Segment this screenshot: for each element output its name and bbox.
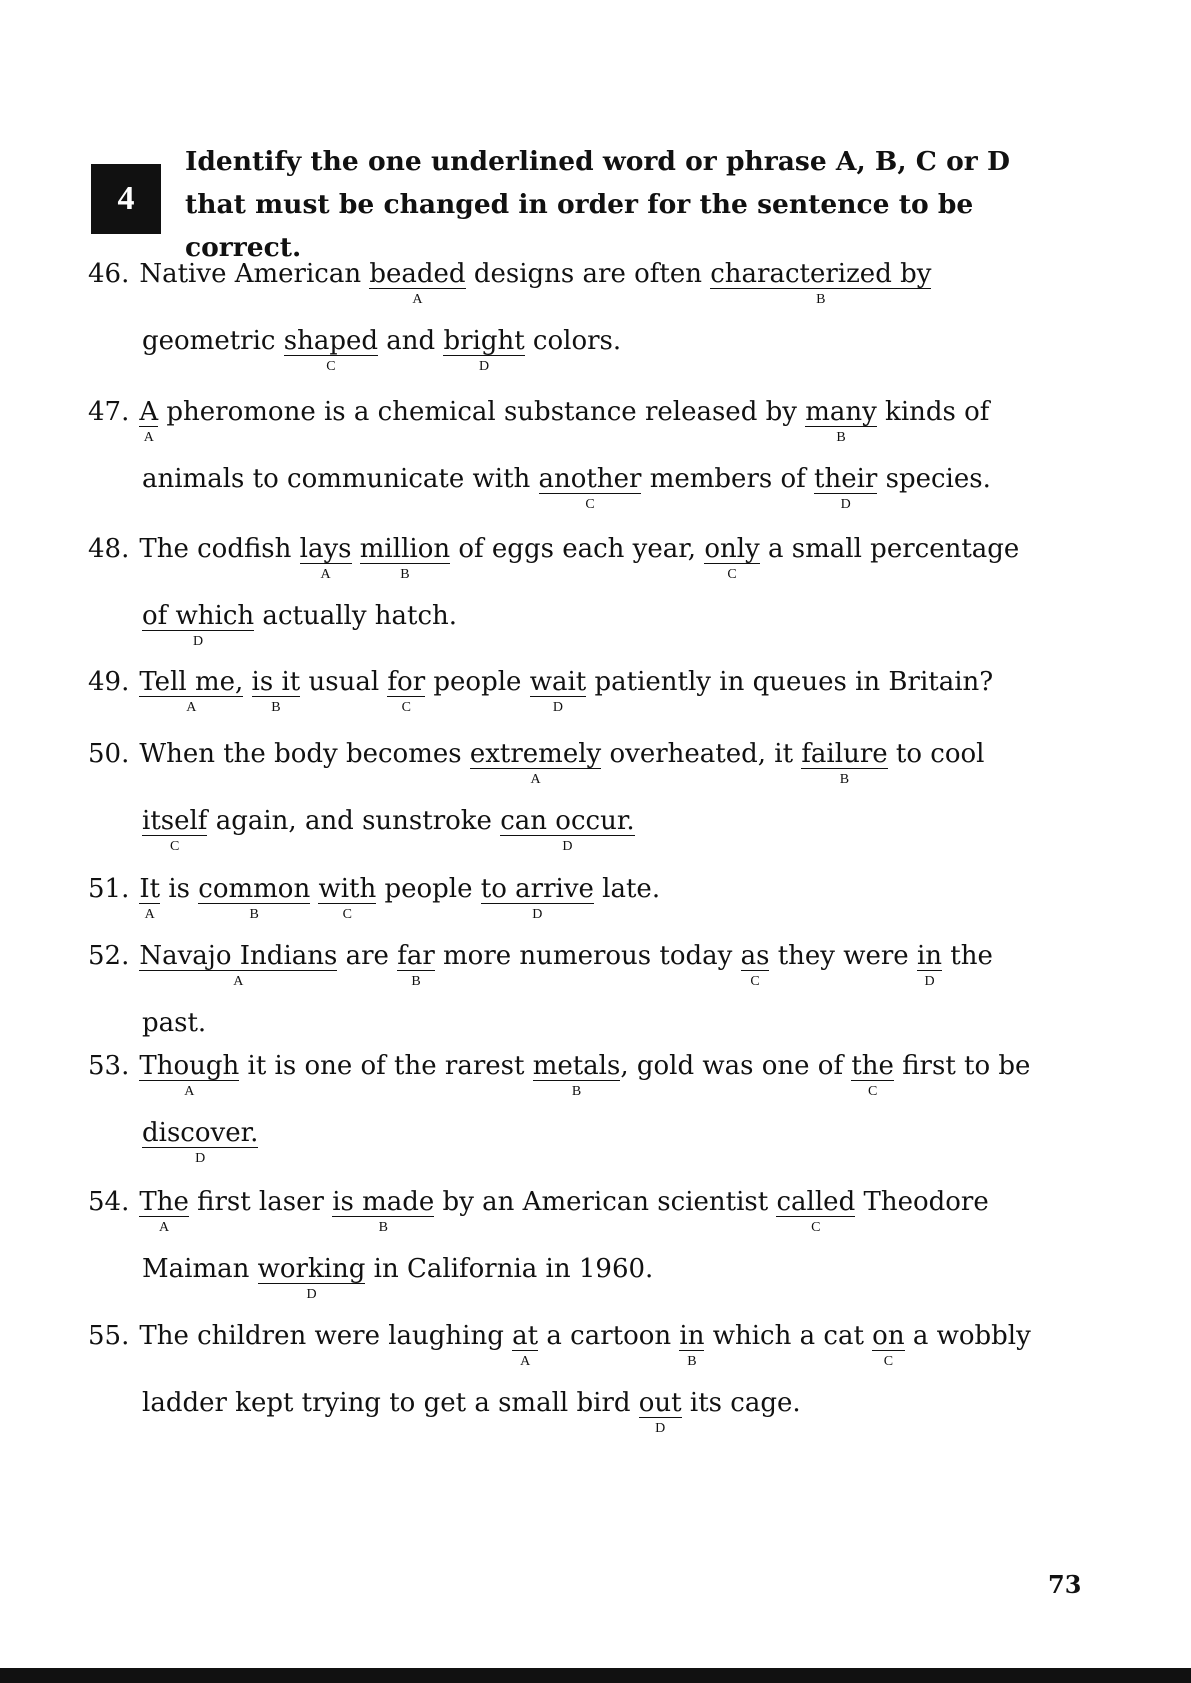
option-letter: D xyxy=(562,839,573,854)
underlined-phrase: of which xyxy=(142,601,255,631)
question-line xyxy=(88,396,990,445)
underlined-phrase: discover. xyxy=(142,1118,259,1148)
option-c xyxy=(387,667,426,715)
underlined-phrase: metals xyxy=(532,1051,621,1081)
option-letter: B xyxy=(400,567,410,582)
sentence-text xyxy=(243,667,251,697)
sentence-text: people xyxy=(425,667,530,697)
underlined-phrase: can occur. xyxy=(500,806,635,836)
underlined-phrase: far xyxy=(397,941,435,971)
underlined-phrase: their xyxy=(814,464,878,494)
sentence-text: are xyxy=(337,941,398,971)
question-line xyxy=(88,1050,1031,1099)
underlined-phrase: Though xyxy=(139,1051,240,1081)
question-line xyxy=(88,258,932,307)
sentence-text: a cartoon xyxy=(538,1321,680,1351)
option-letter: B xyxy=(378,1220,388,1235)
option-letter: C xyxy=(342,907,352,922)
option-b xyxy=(679,1321,705,1369)
sentence-text: past. xyxy=(142,1008,207,1038)
option-b xyxy=(397,941,435,989)
underlined-phrase: shaped xyxy=(283,326,379,356)
option-a xyxy=(469,739,602,787)
sentence-text: and xyxy=(378,326,444,356)
option-letter: D xyxy=(195,1151,206,1166)
question-number: 54. xyxy=(88,1187,130,1217)
sentence-text: pheromone is a chemical substance released by xyxy=(158,397,806,427)
underlined-phrase: million xyxy=(359,534,451,564)
option-d xyxy=(257,1254,366,1302)
question-line xyxy=(88,533,1020,582)
option-a xyxy=(139,941,338,989)
option-letter: B xyxy=(816,292,826,307)
underlined-phrase: the xyxy=(851,1051,894,1081)
sentence-text: designs are often xyxy=(465,259,711,289)
question-number: 53. xyxy=(88,1051,130,1081)
question-line xyxy=(88,940,993,989)
option-b xyxy=(359,534,451,582)
option-b xyxy=(332,1187,435,1235)
option-d xyxy=(916,941,943,989)
option-letter: D xyxy=(532,907,543,922)
underlined-phrase: with xyxy=(318,874,377,904)
sentence-text: the xyxy=(942,941,993,971)
underlined-phrase: working xyxy=(257,1254,366,1284)
sentence-text: they were xyxy=(769,941,917,971)
question-line xyxy=(142,805,635,854)
option-a xyxy=(139,1187,189,1235)
sentence-text: ladder kept trying to get a small bird xyxy=(142,1388,639,1418)
question-line xyxy=(88,873,661,922)
underlined-phrase: is made xyxy=(332,1187,435,1217)
option-letter: C xyxy=(883,1354,894,1369)
option-letter: B xyxy=(571,1084,582,1099)
question-line xyxy=(142,463,991,512)
underlined-phrase: in xyxy=(679,1321,705,1351)
underlined-phrase: at xyxy=(512,1321,539,1351)
question-line xyxy=(142,1117,259,1166)
sentence-text: is xyxy=(160,874,199,904)
option-b xyxy=(532,1051,621,1099)
sentence-text: a small percentage xyxy=(759,534,1020,564)
underlined-phrase: is it xyxy=(251,667,301,697)
option-letter: B xyxy=(271,700,281,715)
sentence-text: late. xyxy=(593,874,661,904)
option-d xyxy=(142,1118,259,1166)
question-line xyxy=(88,666,994,715)
option-letter: C xyxy=(170,839,180,854)
option-letter: C xyxy=(727,567,737,582)
question-line xyxy=(142,1253,654,1302)
underlined-phrase: another xyxy=(538,464,642,494)
underlined-phrase: Tell me, xyxy=(139,667,244,697)
option-d xyxy=(142,601,255,649)
option-letter: D xyxy=(478,359,490,374)
option-letter: C xyxy=(326,359,336,374)
sentence-text: it is one of the rarest xyxy=(239,1051,533,1081)
section-header xyxy=(91,140,1081,263)
option-d xyxy=(443,326,525,374)
option-d xyxy=(638,1388,682,1436)
option-letter: B xyxy=(411,974,421,989)
option-letter: A xyxy=(530,772,541,787)
sentence-text: in California in 1960. xyxy=(365,1254,654,1284)
option-d xyxy=(529,667,587,715)
option-letter: A xyxy=(143,430,154,445)
sentence-text: its cage. xyxy=(681,1388,801,1418)
option-a xyxy=(512,1321,539,1369)
question-line xyxy=(142,1007,206,1039)
question-number: 47. xyxy=(88,397,130,427)
option-a xyxy=(139,667,244,715)
underlined-phrase: in xyxy=(916,941,943,971)
sentence-text: first laser xyxy=(188,1187,333,1217)
option-c xyxy=(142,806,208,854)
underlined-phrase: It xyxy=(139,874,161,904)
sentence-text: patiently in queues in Britain? xyxy=(586,667,994,697)
underlined-phrase: common xyxy=(198,874,311,904)
bottom-edge-bar xyxy=(0,1668,1191,1683)
sentence-text: usual xyxy=(300,667,388,697)
option-d xyxy=(814,464,878,512)
underlined-phrase: out xyxy=(638,1388,682,1418)
option-letter: D xyxy=(306,1287,317,1302)
question-number: 50. xyxy=(88,739,130,769)
sentence-text: colors. xyxy=(524,326,622,356)
sentence-text: Maiman xyxy=(142,1254,258,1284)
option-letter: D xyxy=(655,1421,666,1436)
option-c xyxy=(318,874,377,922)
option-b xyxy=(801,739,888,787)
option-c xyxy=(740,941,770,989)
question-number: 55. xyxy=(88,1321,130,1351)
sentence-text: more numerous today xyxy=(434,941,741,971)
option-letter: A xyxy=(186,700,197,715)
sentence-text: again, and sunstroke xyxy=(207,806,501,836)
sentence-text: overheated, it xyxy=(601,739,802,769)
option-letter: D xyxy=(193,634,204,649)
option-a xyxy=(369,259,466,307)
sentence-text: which a cat xyxy=(704,1321,873,1351)
sentence-text: animals to communicate with xyxy=(142,464,539,494)
sentence-text: people xyxy=(376,874,481,904)
question-line xyxy=(142,1387,801,1436)
underlined-phrase: for xyxy=(387,667,426,697)
option-letter: A xyxy=(520,1354,531,1369)
option-c xyxy=(283,326,379,374)
option-letter: D xyxy=(840,497,851,512)
question-line xyxy=(88,738,985,787)
question-number: 52. xyxy=(88,941,130,971)
option-b xyxy=(710,259,932,307)
question-line xyxy=(88,1320,1031,1369)
option-letter: C xyxy=(585,497,595,512)
underlined-phrase: on xyxy=(872,1321,905,1351)
underlined-phrase: lays xyxy=(299,534,352,564)
option-letter: A xyxy=(144,907,155,922)
option-b xyxy=(198,874,311,922)
question-number: 51. xyxy=(88,874,130,904)
sentence-text: Theodore xyxy=(855,1187,989,1217)
option-a xyxy=(139,1051,240,1099)
option-a xyxy=(299,534,352,582)
underlined-phrase: called xyxy=(776,1187,856,1217)
underlined-phrase: A xyxy=(139,397,159,427)
underlined-phrase: Navajo Indians xyxy=(139,941,338,971)
option-letter: C xyxy=(867,1084,878,1099)
option-letter: C xyxy=(750,974,760,989)
option-a xyxy=(139,397,159,445)
sentence-text: geometric xyxy=(142,326,284,356)
underlined-phrase: as xyxy=(740,941,770,971)
sentence-text: members of xyxy=(641,464,815,494)
sentence-text: kinds of xyxy=(876,397,990,427)
option-letter: A xyxy=(320,567,331,582)
option-c xyxy=(776,1187,856,1235)
sentence-text: first to be xyxy=(893,1051,1031,1081)
option-letter: C xyxy=(401,700,411,715)
underlined-phrase: to arrive xyxy=(480,874,594,904)
option-c xyxy=(851,1051,894,1099)
option-letter: A xyxy=(184,1084,195,1099)
sentence-text xyxy=(352,534,360,564)
sentence-text: The children were laughing xyxy=(139,1321,513,1351)
section-instruction: Identify the one underlined word or phrase A, B, C or D that must be changed in order for the sentence to be correct. xyxy=(185,146,1010,263)
option-letter: C xyxy=(811,1220,821,1235)
underlined-phrase: itself xyxy=(142,806,208,836)
question-line xyxy=(142,325,622,374)
question-number: 46. xyxy=(88,259,130,289)
question-number: 48. xyxy=(88,534,130,564)
section-number-badge: 4 xyxy=(91,164,161,234)
sentence-text xyxy=(310,874,318,904)
underlined-phrase: The xyxy=(139,1187,189,1217)
underlined-phrase: extremely xyxy=(469,739,602,769)
sentence-text: The codfish xyxy=(139,534,300,564)
option-b xyxy=(805,397,877,445)
sentence-text: , gold was one of xyxy=(620,1051,852,1081)
option-a xyxy=(139,874,161,922)
option-letter: B xyxy=(836,430,846,445)
page-number: 73 xyxy=(1048,1570,1082,1599)
sentence-text: When the body becomes xyxy=(139,739,470,769)
underlined-phrase: bright xyxy=(443,326,525,356)
underlined-phrase: beaded xyxy=(369,259,466,289)
option-c xyxy=(538,464,642,512)
sentence-text: of eggs each year, xyxy=(450,534,705,564)
underlined-phrase: characterized by xyxy=(710,259,932,289)
question-line xyxy=(142,600,458,649)
option-c xyxy=(872,1321,905,1369)
option-letter: B xyxy=(687,1354,697,1369)
option-letter: B xyxy=(249,907,259,922)
option-letter: D xyxy=(552,700,564,715)
sentence-text: to cool xyxy=(887,739,985,769)
sentence-text: species. xyxy=(877,464,991,494)
question-number: 49. xyxy=(88,667,130,697)
underlined-phrase: wait xyxy=(529,667,587,697)
option-d xyxy=(500,806,635,854)
underlined-phrase: only xyxy=(704,534,760,564)
sentence-text: a wobbly xyxy=(904,1321,1031,1351)
option-letter: A xyxy=(159,1220,170,1235)
underlined-phrase: failure xyxy=(801,739,888,769)
option-d xyxy=(480,874,594,922)
underlined-phrase: many xyxy=(805,397,877,427)
option-letter: B xyxy=(839,772,850,787)
option-c xyxy=(704,534,760,582)
sentence-text: actually hatch. xyxy=(254,601,458,631)
question-line xyxy=(88,1186,989,1235)
sentence-text: by an American scientist xyxy=(434,1187,777,1217)
option-b xyxy=(251,667,301,715)
sentence-text: Native American xyxy=(139,259,370,289)
option-letter: A xyxy=(233,974,244,989)
option-letter: A xyxy=(412,292,423,307)
option-letter: D xyxy=(924,974,935,989)
